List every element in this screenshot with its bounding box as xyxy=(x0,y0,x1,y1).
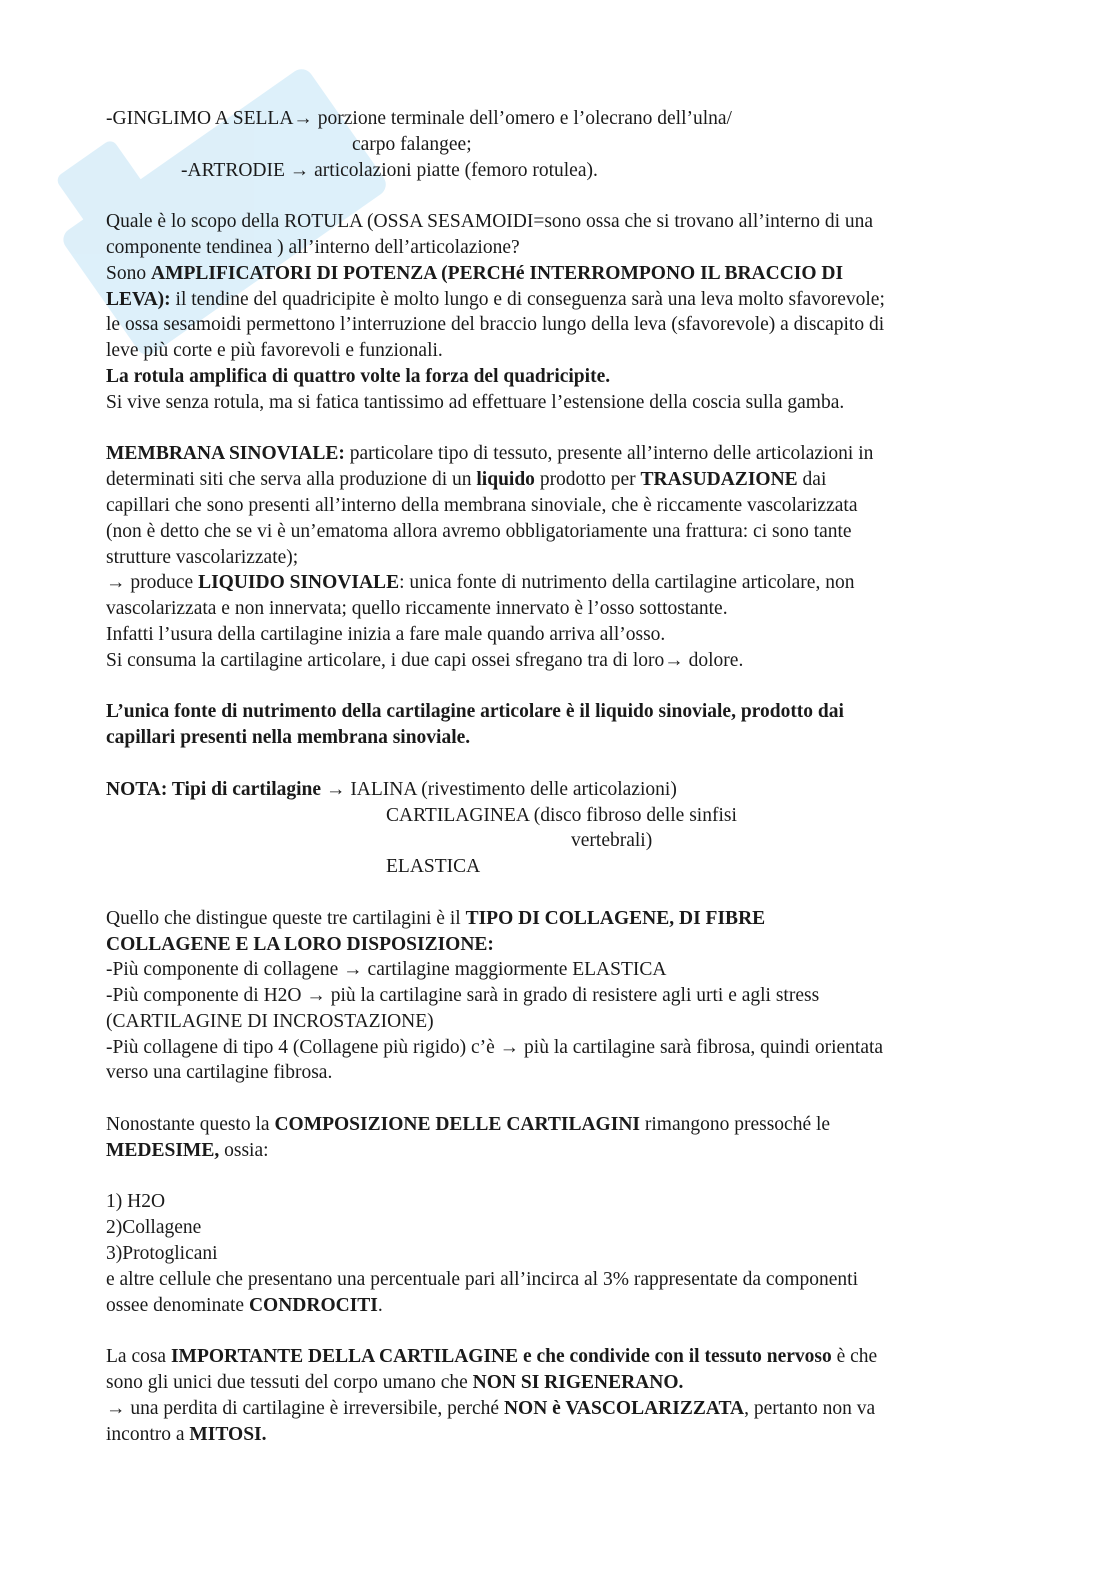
text-line: capillari presenti nella membrana sinoviale. xyxy=(106,727,471,749)
text-line: carpo falangee; xyxy=(352,133,472,155)
text-line: L’unica fonte di nutrimento della cartilagine articolare è il liquido sinoviale, prodotto dai xyxy=(106,701,844,723)
note-line: CARTILAGINEA (disco fibroso delle sinfisi xyxy=(386,804,737,826)
text-line: vascolarizzata e non innervata; quello riccamente innervato è l’osso sottostante. xyxy=(106,598,728,620)
question-line: Quale è lo scopo della ROTULA (OSSA SESAMOIDI=sono ossa che si trovano all’interno di una xyxy=(106,211,874,233)
text-line: (CARTILAGINE DI INCROSTAZIONE) xyxy=(106,1010,434,1032)
text-line: sono gli unici due tessuti del corpo umano che NON SI RIGENERANO. xyxy=(106,1372,684,1394)
text-line: Si consuma la cartilagine articolare, i due capi ossei sfregano tra di loro→ dolore. xyxy=(106,649,744,671)
text-line: Si vive senza rotula, ma si fatica tantissimo ad effettuare l’estensione della coscia sulla gamba. xyxy=(106,391,845,413)
list-item: 3)Protoglicani xyxy=(106,1243,218,1265)
text-line: Sono AMPLIFICATORI DI POTENZA (PERCHé INTERROMPONO IL BRACCIO DI xyxy=(106,262,844,284)
note-line: NOTA: Tipi di cartilagine → IALINA (rivestimento delle articolazioni) xyxy=(106,778,677,800)
question-line: componente tendinea ) all’interno dell’articolazione? xyxy=(106,236,520,258)
text-line: -Più componente di H2O → più la cartilagine sarà in grado di resistere agli urti e agli stress xyxy=(106,985,820,1007)
text-line: COLLAGENE E LA LORO DISPOSIZIONE: xyxy=(106,933,494,955)
text-line: ossee denominate CONDROCITI. xyxy=(106,1294,383,1316)
text-line: leve più corte e più favorevoli e funzionali. xyxy=(106,340,443,362)
text-line: -Più collagene di tipo 4 (Collagene più rigido) c’è → più la cartilagine sarà fibrosa, quindi orientata xyxy=(106,1036,884,1058)
text-line: verso una cartilagine fibrosa. xyxy=(106,1062,333,1084)
text-line: -Più componente di collagene → cartilagine maggiormente ELASTICA xyxy=(106,959,667,981)
text-line: LEVA): il tendine del quadricipite è molto lungo e di conseguenza sarà una leva molto sfavorevole; xyxy=(106,288,885,310)
text-line: capillari che sono presenti all’interno della membrana sinoviale, che è riccamente vascolarizzata xyxy=(106,494,858,516)
text-line: La cosa IMPORTANTE DELLA CARTILAGINE e che condivide con il tessuto nervoso è che xyxy=(106,1346,878,1368)
text-line: → produce LIQUIDO SINOVIALE: unica fonte di nutrimento della cartilagine articolare, non xyxy=(106,572,855,594)
text-line: MEMBRANA SINOVIALE: particolare tipo di tessuto, presente all’interno delle articolazioni in xyxy=(106,443,874,465)
note-line: ELASTICA xyxy=(386,856,481,878)
text-line: -ARTRODIE → articolazioni piatte (femoro rotulea). xyxy=(181,159,598,181)
text-line: -GINGLIMO A SELLA→ porzione terminale dell’omero e l’olecrano dell’ulna/ xyxy=(106,108,732,129)
text-line: le ossa sesamoidi permettono l’interruzione del braccio lungo della leva (sfavorevole) a discapito di xyxy=(106,314,885,336)
note-line: vertebrali) xyxy=(571,830,653,852)
text-line: e altre cellule che presentano una percentuale pari all’incirca al 3% rappresentate da componenti xyxy=(106,1268,858,1290)
text-line: (non è detto che se vi è un’ematoma allora avremo obbligatoriamente una frattura: ci sono tante xyxy=(106,520,852,542)
text-line: Infatti l’usura della cartilagine inizia a fare male quando arriva all’osso. xyxy=(106,623,666,645)
list-item: 1) H2O xyxy=(106,1191,166,1213)
text-line: Quello che distingue queste tre cartilagini è il TIPO DI COLLAGENE, DI FIBRE xyxy=(106,907,766,929)
text-line: Nonostante questo la COMPOSIZIONE DELLE CARTILAGINI rimangono pressoché le xyxy=(106,1114,831,1136)
document-page xyxy=(106,106,1006,1447)
list-item: 2)Collagene xyxy=(106,1217,202,1239)
text-line: → una perdita di cartilagine è irreversibile, perché NON è VASCOLARIZZATA, pertanto non va xyxy=(106,1397,876,1419)
text-line: MEDESIME, ossia: xyxy=(106,1139,269,1161)
text-line: La rotula amplifica di quattro volte la forza del quadricipite. xyxy=(106,365,611,387)
text-line: strutture vascolarizzate); xyxy=(106,546,299,568)
text-line: incontro a MITOSI. xyxy=(106,1423,267,1445)
text-line: determinati siti che serva alla produzione di un liquido prodotto per TRASUDAZIONE dai xyxy=(106,469,827,491)
